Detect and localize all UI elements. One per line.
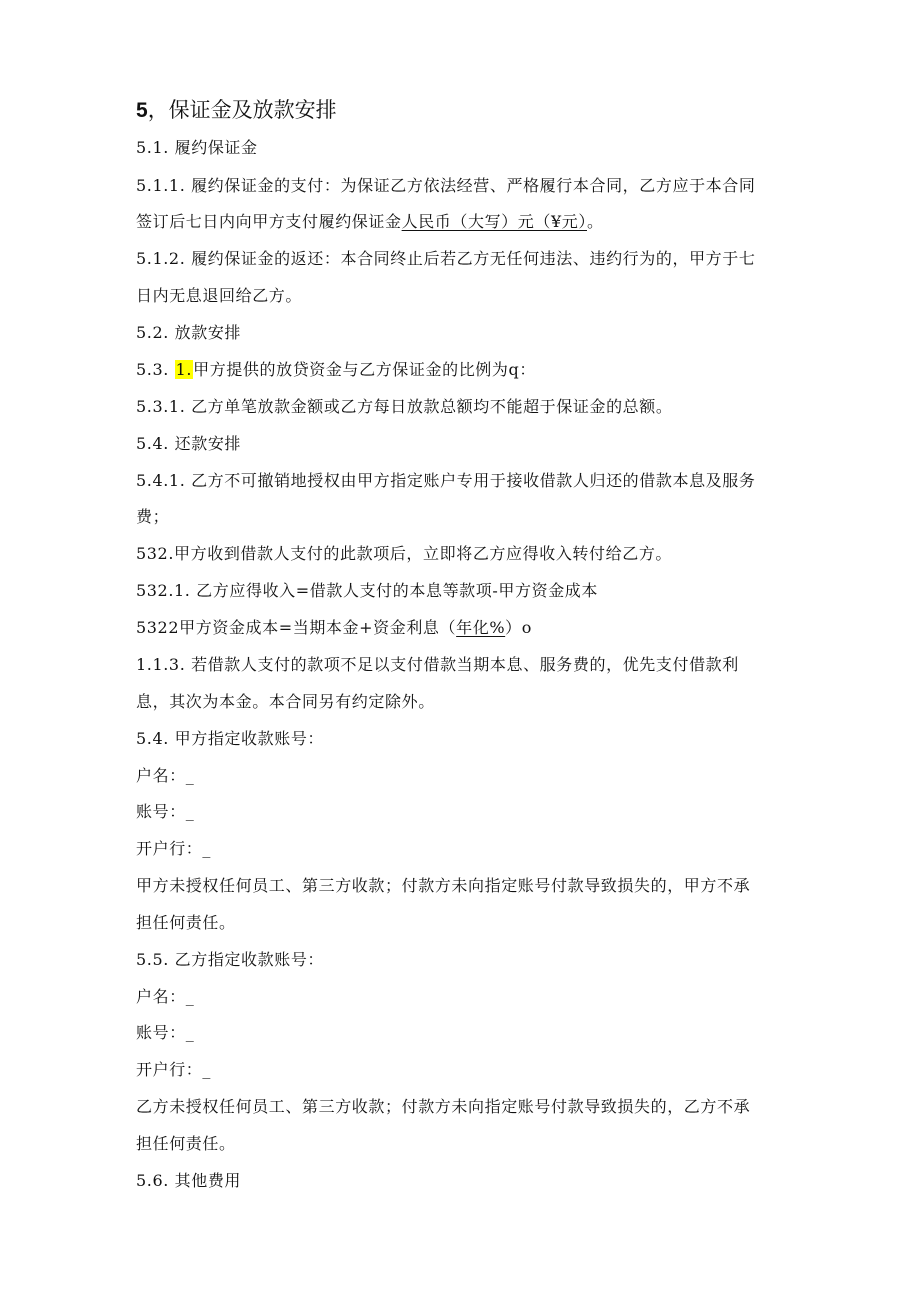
party-b-disclaimer-line2: 担任何责任。 [136, 1134, 236, 1153]
party-b-account-title: 5.5. 乙方指定收款账号： [136, 950, 325, 969]
clause-532-1: 532.1. 乙方应得收入=借款人支付的本息等款项-甲方资金成本 [136, 581, 598, 600]
clause-5-1-1-line1: 5.1.1. 履约保证金的支付：为保证乙方依法经营、严格履行本合同，乙方应于本合同 [136, 176, 756, 195]
clause-5-1-2-line1: 5.1.2. 履约保证金的返还：本合同终止后若乙方无任何违法、违约行为的，甲方于七 [136, 249, 756, 268]
party-a-bank: 开户行：_ [136, 839, 212, 858]
clause-text: 签订后七日内向甲方支付履约保证金 [136, 212, 402, 231]
clause-text: ）o [505, 618, 532, 637]
party-a-account-number: 账号：_ [136, 802, 195, 821]
clause-5-6-title: 5.6. 其他费用 [136, 1171, 242, 1190]
clause-5-3-line [136, 359, 536, 381]
clause-1-1-3-line1: 1.1.3. 若借款人支付的款项不足以支付借款当期本息、服务费的，优先支付借款利 [136, 655, 739, 674]
party-b-account-number: 账号：_ [136, 1023, 195, 1042]
clause-5-1-1-line2 [136, 211, 604, 233]
party-a-disclaimer-line1: 甲方未授权任何员工、第三方收款；付款方未向指定账号付款导致损失的，甲方不承 [136, 876, 751, 895]
clause-5322 [136, 617, 532, 639]
section-number: 5 [136, 99, 148, 122]
clause-5-4-title: 5.4. 还款安排 [136, 434, 242, 453]
clause-5-1-2-line2: 日内无息退回给乙方。 [136, 286, 303, 305]
clause-5-4-1-line1: 5.4.1. 乙方不可撤销地授权由甲方指定账户专用于接收借款人归还的借款本息及服务 [136, 471, 756, 490]
clause-5-2-title: 5.2. 放款安排 [136, 323, 242, 342]
party-b-disclaimer-line1: 乙方未授权任何员工、第三方收款；付款方未向指定账号付款导致损失的，乙方不承 [136, 1097, 751, 1116]
clause-532: 532.甲方收到借款人支付的此款项后，立即将乙方应得收入转付给乙方。 [136, 544, 673, 563]
clause-text: 5322甲方资金成本=当期本金+资金利息（ [136, 618, 457, 637]
deposit-amount-blank: 人民币（大写）元（¥元） [401, 212, 587, 231]
section-heading [136, 94, 337, 127]
clause-number: 5.3. [136, 360, 175, 379]
party-a-account-title: 5.4. 甲方指定收款账号： [136, 729, 325, 748]
party-a-account-name: 户名：_ [136, 766, 195, 785]
clause-text: 甲方提供的放贷资金与乙方保证金的比例为q： [193, 360, 536, 379]
clause-text: 。 [587, 212, 604, 231]
clause-5-3-1: 5.3.1. 乙方单笔放款金额或乙方每日放款总额均不能超于保证金的总额。 [136, 397, 673, 416]
party-a-disclaimer-line2: 担任何责任。 [136, 913, 236, 932]
party-b-account-name: 户名：_ [136, 987, 195, 1006]
clause-1-1-3-line2: 息，其次为本金。本合同另有约定除外。 [136, 692, 435, 711]
highlighted-number: 1. [175, 360, 193, 379]
clause-5-4-1-line2: 费； [136, 507, 170, 526]
section-title: ，保证金及放款安排 [147, 98, 337, 122]
annual-rate-blank: 年化% [456, 618, 506, 637]
clause-5-1-title: 5.1. 履约保证金 [136, 138, 258, 157]
party-b-bank: 开户行：_ [136, 1060, 212, 1079]
